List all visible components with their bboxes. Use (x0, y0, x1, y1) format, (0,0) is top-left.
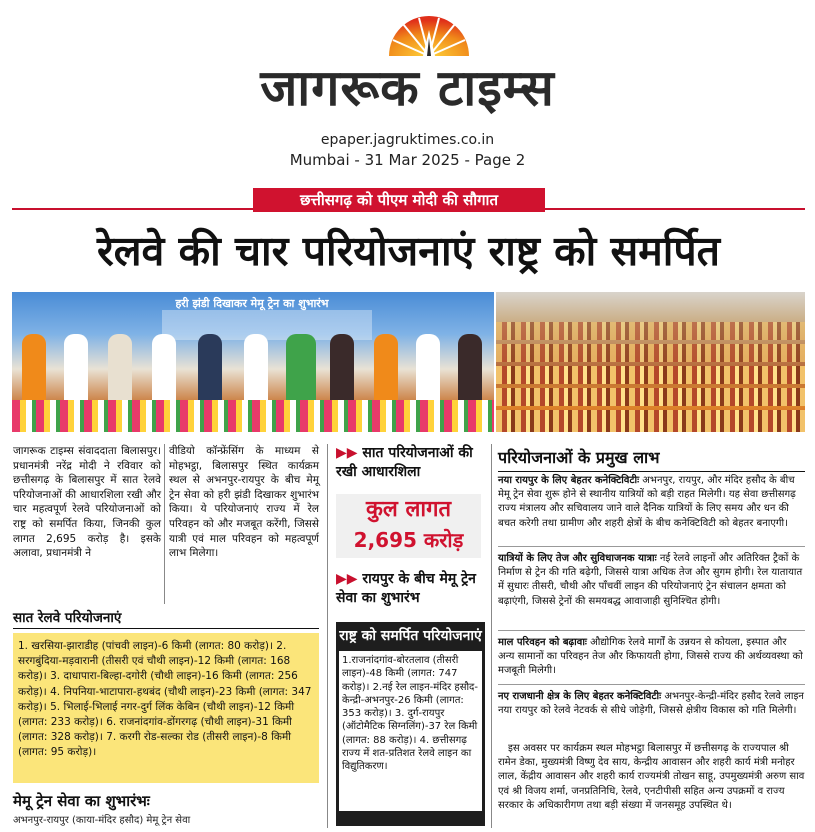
benefit-paragraph (498, 636, 805, 679)
column-divider (327, 444, 328, 828)
article-kicker: छत्तीसगढ़ को पीएम मोदी की सौगात (253, 188, 545, 212)
memu-service-line: अभनपुर-रायपुर (काया-मंदिर हसौद) मेमू ट्रेन सेवा (13, 815, 191, 826)
benefit-text: नई रेलवे लाइनों और अतिरिक्त ट्रैकों के निर्माण से ट्रेन की गति बढ़ेगी, जिससे यात्रा अधिक तेज और सुगम होगी। रेल यातायात में सुधारः तीसरी, चौथी और पाँचवीं लाइन की परियोजनाएं ट्रेन संचालन क्षमता को बढ़ाएंगी, जिससे ट्रेनों की समयबद्ध आवाजाही सुनिश्चित होगी। (498, 553, 803, 607)
benefit-lead: नया रायपुर के लिए बेहतर कनेक्टिविटीः (498, 475, 640, 486)
column-divider (491, 444, 492, 828)
double-arrow-icon: ▶▶ (336, 571, 358, 587)
crowd-photo (496, 292, 805, 432)
photo-caption: हरी झंडी दिखाकर मेमू ट्रेन का शुभारंभ (175, 297, 329, 310)
flower-decoration (12, 400, 494, 432)
dignitary (244, 334, 268, 402)
benefits-title: परियोजनाओं के प्रमुख लाभ (498, 446, 805, 472)
benefit-paragraph (498, 474, 805, 531)
dignitary (22, 334, 46, 402)
brand-name: जागरूक टाइम्स (260, 59, 555, 117)
article-headline: रेलवे की चार परियोजनाएं राष्ट्र को समर्पित (96, 227, 721, 275)
dedicated-projects-list: 1.राजनांदगांव-बोरतलाव (तीसरी लाइन)-48 किमी (लागत: 747 करोड़)। 2.नई रेल लाइन-मंदिर हसौद-केन्द्री-अभनपुर-26 किमी (लागत: 353 करोड़)। 3. दुर्ग-रायपुर (ऑटोमैटिक सिग्नलिंग)-37 रेल किमी (लागत: 88 करोड़)। 4. छत्तीसगढ़ राज्य में शत-प्रतिशत रेलवे लाइन का विद्युतिकरण। (339, 651, 482, 811)
crowd-row (496, 366, 805, 384)
benefit-lead: माल परिवहन को बढ़ावाः (498, 637, 587, 648)
seven-projects-title: सात रेलवे परियोजनाएं (13, 608, 319, 629)
dignitary (108, 334, 132, 402)
closing-paragraph: इस अवसर पर कार्यक्रम स्थल मोहभट्ठा बिलासपुर में छत्तीसगढ़ के राज्यपाल श्री रामेन डेका, मुख्यमंत्री विष्णु देव साय, केन्द्रीय आवासन और शहरी कार्य मंत्री मनोहर लाल, केंद्रीय आवासन और शहरी कार्य राज्यमंत्री तोखन साहू, उपमुख्यमंत्री अरुण साव एवं श्री विजय शर्मा, जनप्रतिनिधि, रेलवे, एनटीपीसी सहित अन्य उपक्रमों व राज्य सरकार के अधिकारीगण तथा बड़ी संख्या में जनसमूह उपस्थित थे। (498, 743, 805, 811)
dignitary (416, 334, 440, 402)
total-cost-label: कुल लागत (365, 497, 451, 522)
dignitary (330, 334, 354, 402)
crowd-row (496, 344, 805, 362)
dignitary (374, 334, 398, 402)
stage-photo (12, 292, 494, 432)
dignitary (64, 334, 88, 402)
divider (498, 630, 805, 631)
edition-date-page: Mumbai - 31 Mar 2025 - Page 2 (289, 151, 526, 169)
seven-projects-list: 1. खरसिया-झाराडीह (पांचवी लाइन)-6 किमी (लागत: 80 करोड़)। 2. सरगबुंदिया-मड़वारानी (तीसरी एवं चौथी लाइन)-12 किमी (लागत: 168 करोड़)। 3. दाधापारा-बिल्हा-दगोरी (चौथी लाइन)-16 किमी (लागत: 256 करोड़)। 4. निपनिया-भाटापारा-हथबंद (चौथी लाइन)-23 किमी (लागत: 347 करोड़)। 5. भिलाई-भिलाई नगर-दुर्ग लिंक केबिन (चौथी लाइन)-12 किमी (लागत: 233 करोड़)। 6. राजनांदगांव-डोंगरगढ़ (चौथी लाइन)-31 किमी (लागत: 328 करोड़)। 7. करगी रोड-सल्का रोड (तीसरी लाइन)-8 किमी (लागत: 95 करोड़)। (13, 633, 319, 783)
divider (498, 546, 805, 547)
column-divider (164, 444, 165, 604)
crowd-row (496, 388, 805, 406)
dedicated-projects-box (336, 622, 485, 826)
epaper-url[interactable]: epaper.jagruktimes.co.in (320, 132, 495, 148)
double-arrow-icon: ▶▶ (336, 445, 358, 461)
foundation-heading (336, 444, 488, 482)
green-flag (286, 334, 316, 402)
benefit-text: अभनपुर, रायपुर, और मंदिर हसौद के बीच मेमू ट्रेन सेवा शुरू होने से स्थानीय यात्रियों को बड़ी राहत मिलेगी। यह सेवा छत्तीसगढ़ राज्य मंत्रालय और सचिवालय जाने वाले दैनिक यात्रियों के लिए समय और धन की बचत करेगी तथा ग्रामीण और शहरी क्षेत्रों के बीच कनेक्टिविटी को बेहतर बनाएगी। (498, 475, 796, 529)
benefit-lead: यात्रियों के लिए तेज और सुविधाजनक यात्राः (498, 553, 657, 564)
dignitary (152, 334, 176, 402)
article-body-col-1: जागरूक टाइम्स संवाददाता बिलासपुर। प्रधानमंत्री नरेंद्र मोदी ने रविवार को छत्तीसगढ़ के बिलासपुर में सात रेलवे परियोजनाओं की आधारशिला रखी और चार महत्वपूर्ण रेलवे परियोजनाओं को राष्ट्र को समर्पित किया, जिनकी कुल लागत 2,695 करोड़ है। इसके अलावा, प्रधानमंत्री ने (13, 445, 161, 560)
dignitary (458, 334, 482, 402)
dignitary (198, 334, 222, 402)
article-body-col-2: वीडियो कॉन्फ्रेंसिंग के माध्यम से मोहभट्ठा, बिलासपुर स्थित कार्यक्रम स्थल से अभनपुर-रायपुर के बीच मेमू ट्रेन सेवा को हरी झंडी दिखाकर शुभारंभ किया। ये परियोजनाएं राज्य में रेल परिवहन को और मजबूत करेंगी, जिससे यात्री एवं माल परिवहन को महत्वपूर्ण लाभ मिलेगा। (169, 445, 319, 560)
foundation-heading-text: सात परियोजनाओं की रखी आधारशिला (336, 445, 473, 480)
benefit-paragraph (498, 690, 805, 718)
memu-launch-heading (336, 570, 488, 608)
benefit-lead: नए राजधानी क्षेत्र के लिए बेहतर कनेक्टिविटीः (498, 691, 662, 702)
benefit-text: औद्योगिक रेलवे मार्गों के उन्नयन से कोयला, इस्पात और अन्य सामानों का परिवहन तेज और किफायती होगा, जिससे राज्य की अर्थव्यवस्था को मजबूती मिलेगी। (498, 637, 803, 677)
benefit-paragraph (498, 552, 805, 609)
benefit-text: अभनपुर-केन्द्री-मंदिर हसौद रेलवे लाइन नया रायपुर को रेलवे नेटवर्क से सीधे जोड़ेगी, जिससे क्षेत्रीय विकास को गति मिलेगी। (498, 691, 804, 717)
divider (498, 684, 805, 685)
masthead (0, 0, 815, 180)
memu-service-title: मेमू ट्रेन सेवा का शुभारंभः (13, 792, 150, 810)
crowd-row (496, 322, 805, 340)
sunrise-pen-logo-icon (383, 10, 475, 58)
memu-launch-heading-text: रायपुर के बीच मेमू ट्रेन सेवा का शुभारंभ (336, 571, 476, 606)
dedicated-projects-title: राष्ट्र को समर्पित परियोजनाएं (339, 628, 482, 644)
total-cost-value: 2,695 करोड़ (353, 528, 464, 552)
total-cost-box (336, 494, 481, 558)
crowd-row (496, 410, 805, 432)
